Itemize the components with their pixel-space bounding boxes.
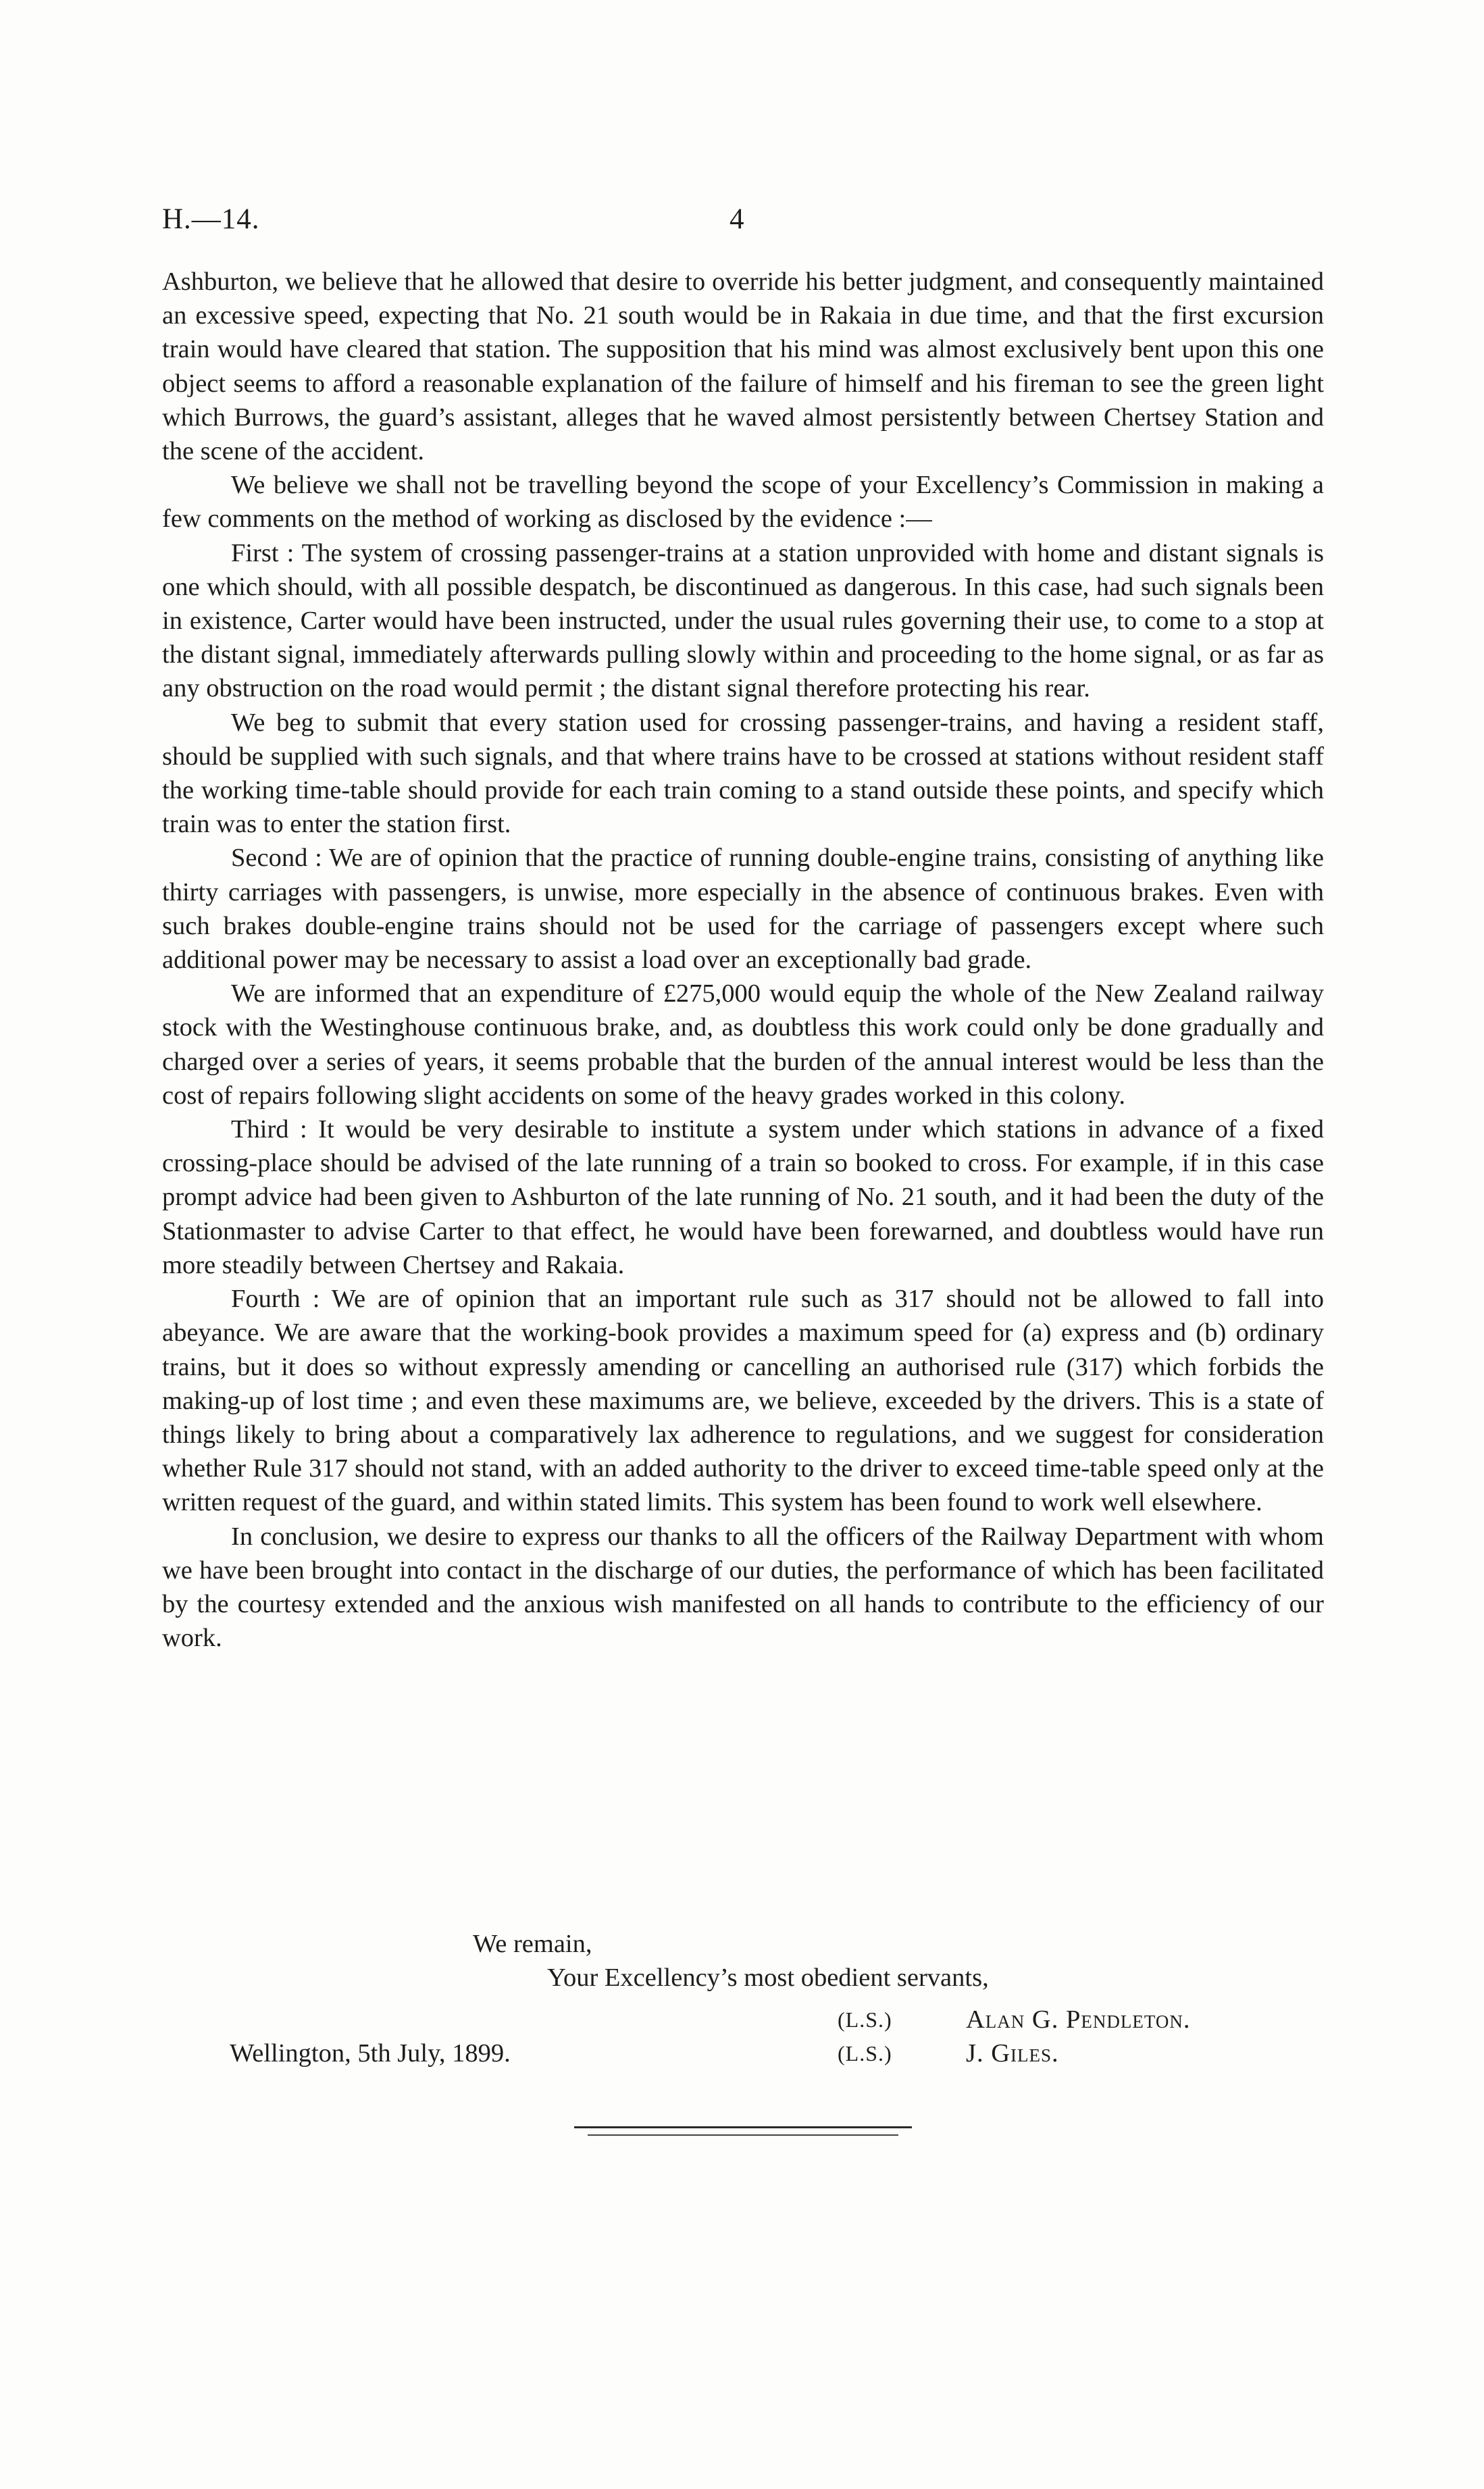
- signature-row: [162, 2036, 1324, 2070]
- closing-rule: [588, 2134, 898, 2136]
- paragraph-fourth: Fourth : We are of opinion that an important rule such as 317 should not be allowed to fall into abeyance. We are aware that the working-book provides a maximum speed for (a) express and (b) ordinary trains, but it does so without expressly amending or cancelling an authorised rule (317) which forbids the making-up of lost time ; and even these maximums are, we believe, exceeded by the drivers. This is a state of things likely to bring about a comparatively lax adherence to regulations, and we suggest for consideration whether Rule 317 should not stand, with an added authority to the driver to exceed time-table speed only at the written request of the guard, and within stated limits. This system has been found to work well elsewhere.: [162, 1285, 1324, 1517]
- signatory-name: Alan G. Pendleton.: [966, 2005, 1191, 2034]
- paragraph-continuation: Ashburton, we believe that he allowed that desire to override his better judgment, and consequently maintained an excessive speed, expecting that No. 21 south would be in Rakaia in due time, and that the first excursion train would have cleared that station. The supposition that his mind was almost exclusively bent upon this one object seems to afford a reasonable explanation of the failure of himself and his fireman to see the green light which Burrows, the guard’s assistant, alleges that he waved almost persistently between Chertsey Station and the scene of the accident.: [162, 267, 1324, 466]
- seal-mark: (L.S.): [838, 2041, 892, 2065]
- signature-row: [162, 2003, 1324, 2036]
- closing-servants: Your Excellency’s most obedient servants,: [547, 1964, 989, 1992]
- paragraph-second: Second : We are of opinion that the practice of running double-engine trains, consisting of anything like thirty carriages with passengers, is unwise, more especially in the absence of continuous brakes. Even with such brakes double-engine trains should not be used for the carriage of passengers except where such additional power may be necessary to assist a load over an exceptionally bad grade.: [162, 844, 1324, 975]
- signatory-name: J. Giles.: [966, 2039, 1059, 2068]
- running-header: [162, 203, 1324, 243]
- paragraph-third: Third : It would be very desirable to institute a system under which stations in advance of a fixed crossing-place should be advised of the late running of a train so booked to cross. For example, if in this case prompt advice had been given to Ashburton of the late running of No. 21 south, and it had been the duty of the Stationmaster to advise Carter to that effect, he would have been forewarned, and doubtless would have run more steadily between Chertsey and Rakaia.: [162, 1115, 1324, 1279]
- closing-remain: We remain,: [473, 1930, 592, 1958]
- seal-mark: (L.S.): [838, 2007, 892, 2032]
- paragraph-first: First : The system of crossing passenger-trains at a station unprovided with home and distant signals is one which should, with all possible despatch, be discontinued as dangerous. In this case, had such signals been in existence, Carter would have been instructed, under the usual rules governing their use, to come to a stop at the distant signal, immediately afterwards pulling slowly within and proceeding to the home signal, or as far as any obstruction on the road would permit ; the distant signal therefore protecting his rear.: [162, 538, 1324, 703]
- body-text: [162, 265, 1324, 1655]
- document-reference: H.—14.: [162, 203, 260, 235]
- closing-rule: [574, 2126, 912, 2128]
- paragraph-brake-expenditure: We are informed that an expenditure of £275,000 would equip the whole of the New Zealand railway stock with the Westinghouse continuous brake, and, as doubtless this work could only be done gradually and charged over a series of years, it seems probable that the burden of the annual interest would be less than the cost of repairs following slight accidents on some of the heavy grades worked in this colony.: [162, 979, 1324, 1110]
- page-number: 4: [730, 203, 744, 235]
- place-and-date: Wellington, 5th July, 1899.: [230, 2039, 511, 2068]
- paragraph-scope: We believe we shall not be travelling beyond the scope of your Excellency’s Commission in making a few comments on the method of working as disclosed by the evidence :—: [162, 471, 1324, 534]
- paragraph-signals-submission: We beg to submit that every station used for crossing passenger-trains, and having a resident staff, should be supplied with such signals, and that where trains have to be crossed at stations without resident staff the working time-table should provide for each train coming to a stand outside these points, and specify which train was to enter the station first.: [162, 708, 1324, 839]
- paragraph-conclusion: In conclusion, we desire to express our thanks to all the officers of the Railway Department with whom we have been brought into contact in the discharge of our duties, the performance of which has been facilitated by the courtesy extended and the anxious wish manifested on all hands to contribute to the efficiency of our work.: [162, 1522, 1324, 1653]
